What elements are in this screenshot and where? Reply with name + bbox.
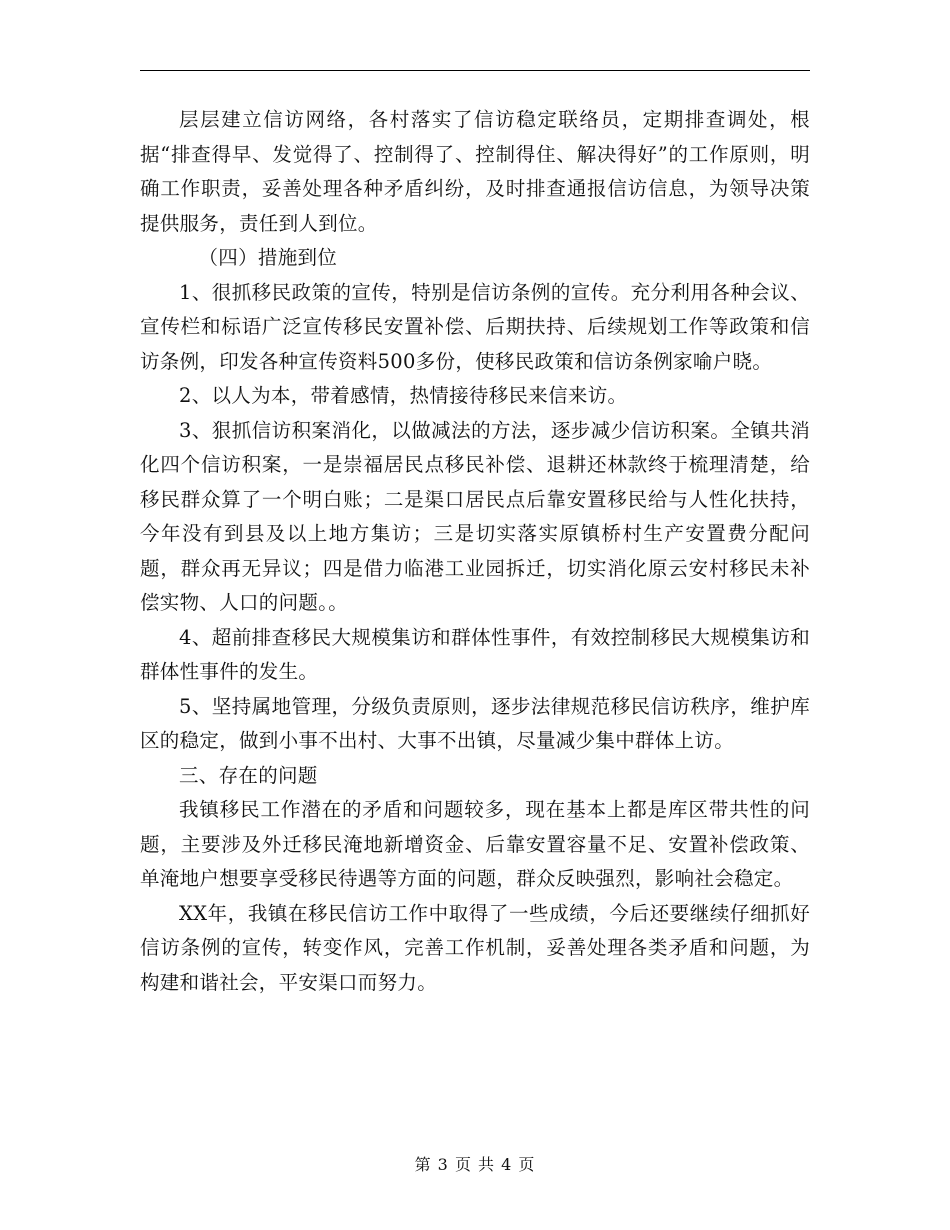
paragraph-item-3: 3、狠抓信访积案消化，以做减法的方法，逐步减少信访积案。全镇共消化四个信访积案，一是崇福居民点移民补偿、退耕还林款终于梳理清楚，给移民群众算了一个明白账；二是渠口居民点后靠安置移民给与人性化扶持，今年没有到县及以上地方集访；三是切实落实原镇桥村生产安置费分配问题，群众再无异议；四是借力临港工业园拆迁，切实消化原云安村移民未补偿实物、人口的问题。。 <box>140 418 810 614</box>
page-footer <box>0 1152 950 1175</box>
header-rule <box>140 70 810 71</box>
paragraph-problems: 我镇移民工作潜在的矛盾和问题较多，现在基本上都是库区带共性的问题，主要涉及外迁移民淹地新增资金、后靠安置容量不足、安置补偿政策、单淹地户想要享受移民待遇等方面的问题，群众反映强烈，影响社会稳定。 <box>140 798 810 890</box>
document-body <box>140 103 810 1000</box>
paragraph-item-2: 2、以人为本，带着感情，热情接待移民来信来访。 <box>179 384 628 407</box>
section-heading-problems: 三、存在的问题 <box>179 763 318 787</box>
paragraph-item-1: 1、很抓移民政策的宣传，特别是信访条例的宣传。充分利用各种会议、宣传栏和标语广泛宣传移民安置补偿、后期扶持、后续规划工作等政策和信访条例，印发各种宣传资料500多份，使移民政策和信访条例家喻户晓。 <box>140 280 810 373</box>
paragraph-item-4: 4、超前排查移民大规模集访和群体性事件，有效控制移民大规模集访和群体性事件的发生。 <box>140 625 810 683</box>
section-heading-measures: （四）措施到位 <box>198 246 338 269</box>
paragraph-conclusion: XX年，我镇在移民信访工作中取得了一些成绩，今后还要继续仔细抓好信访条例的宣传，转变作风，完善工作机制，妥善处理各类矛盾和问题，为构建和谐社会，平安渠口而努力。 <box>140 901 810 994</box>
paragraph-item-5: 5、坚持属地管理，分级负责原则，逐步法律规范移民信访秩序，维护库区的稳定，做到小事不出村、大事不出镇，尽量减少集中群体上访。 <box>140 694 810 752</box>
page-number: 第 3 页 共 4 页 <box>414 1155 536 1174</box>
paragraph-network: 层层建立信访网络，各村落实了信访稳定联络员，定期排查调处，根据“排查得早、发觉得了、控制得了、控制得住、解决得好”的工作原则，明确工作职责，妥善处理各种矛盾纠纷，及时排查通报信访信息，为领导决策提供服务，责任到人到位。 <box>140 108 810 235</box>
